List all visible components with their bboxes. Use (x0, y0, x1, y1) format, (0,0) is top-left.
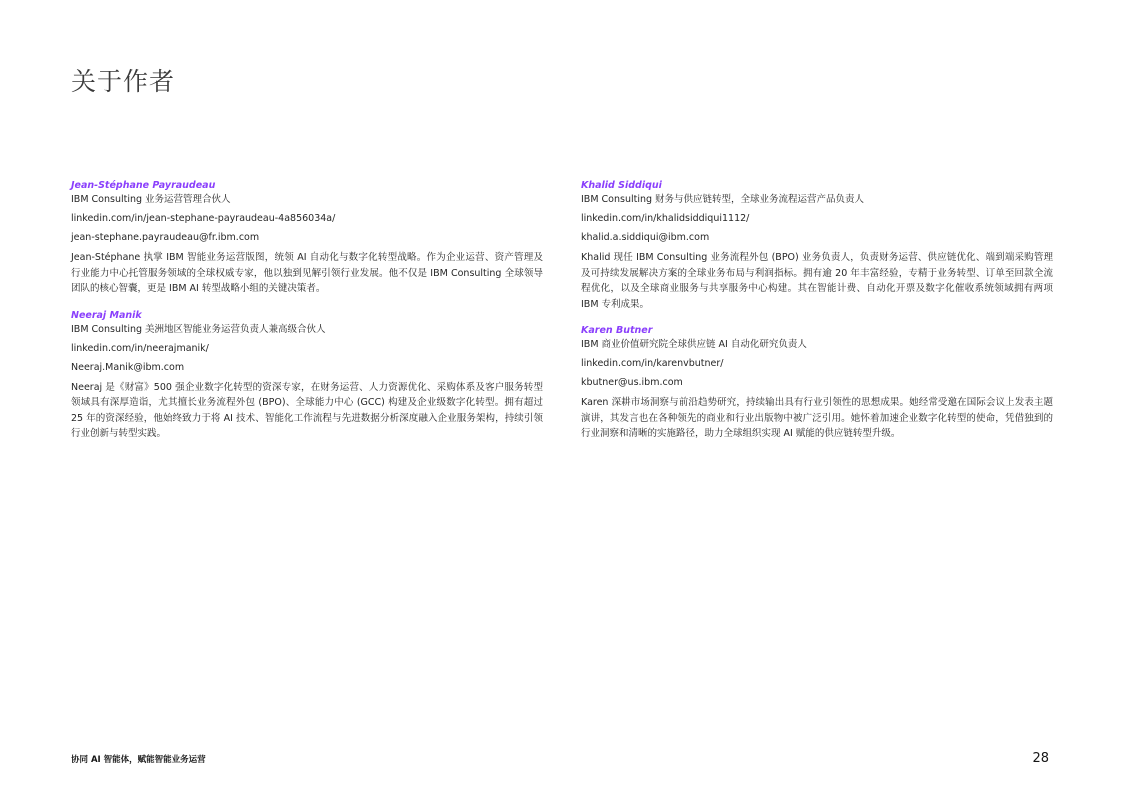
author-card (581, 179, 1053, 312)
author-email-link[interactable]: Neeraj.Manik@ibm.com (71, 361, 185, 373)
author-column-right (581, 179, 1053, 454)
author-linkedin-link[interactable]: linkedin.com/in/jean-stephane-payraudeau-4a856034a/ (71, 213, 336, 224)
author-name: Neeraj Manik (71, 309, 142, 321)
author-linkedin-link[interactable]: linkedin.com/in/khalidsiddiqui1112/ (581, 213, 750, 224)
author-role: IBM Consulting 财务与供应链转型，全球业务流程运营产品负责人 (581, 194, 865, 205)
author-bio: Karen 深耕市场洞察与前沿趋势研究，持续输出具有行业引领性的思想成果。她经常受邀在国际会议上发表主题演讲，其发言也在各种领先的商业和行业出版物中被广泛引用。她怀着加速企业数字化转型的使命，凭借独到的行业洞察和清晰的实施路径，助力全球组织实现 AI 赋能的供应链转型升级。 (581, 397, 1053, 439)
author-column-left (71, 179, 543, 454)
author-card (71, 179, 543, 297)
author-linkedin-link[interactable]: linkedin.com/in/karenvbutner/ (581, 358, 724, 369)
author-name: Jean-Stéphane Payraudeau (71, 180, 216, 191)
author-card (581, 324, 1053, 442)
author-role: IBM Consulting 美洲地区智能业务运营负责人兼高级合伙人 (71, 323, 326, 335)
author-name: Karen Butner (581, 325, 653, 336)
author-bio: Neeraj 是《财富》500 强企业数字化转型的资深专家，在财务运营、人力资源优化、采购体系及客户服务转型领域具有深厚造诣，尤其擅长业务流程外包 (BPO)、全球能力中心 (GCC) 构建及企业级数字化转型。拥有超过 25 年的资深经验，他始终致力于将 AI 技术、智能化工作流程与先进数据分析深度融入企业服务架构，持续引领行业创新与转型实践。 (71, 381, 543, 439)
author-name: Khalid Siddiqui (581, 180, 662, 191)
footer-doc-title: 协同 AI 智能体，赋能智能业务运营 (71, 755, 206, 765)
page-number: 28 (1032, 751, 1049, 766)
author-email-link[interactable]: jean-stephane.payraudeau@fr.ibm.com (71, 232, 260, 243)
author-role: IBM 商业价值研究院全球供应链 AI 自动化研究负责人 (581, 339, 807, 350)
author-role: IBM Consulting 业务运营管理合伙人 (71, 194, 231, 205)
author-card (71, 309, 543, 442)
author-email-link[interactable]: khalid.a.siddiqui@ibm.com (581, 232, 710, 243)
author-bio: Khalid 现任 IBM Consulting 业务流程外包 (BPO) 业务负责人，负责财务运营、供应链优化、端到端采购管理及可持续发展解决方案的全球业务布局与利润指标。拥有逾 20 年丰富经验，专精于业务转型、订单至回款全流程优化，以及全球商业服务与共享服务中心构建。其在智能计费、自动化开票及数字化催收系统领域拥有两项 IBM 专利成果。 (581, 252, 1053, 310)
author-bio: Jean-Stéphane 执掌 IBM 智能业务运营版图，统领 AI 自动化与数字化转型战略。作为企业运营、资产管理及行业能力中心托管服务领域的全球权威专家，他以独到见解引领行业发展。他不仅是 IBM Consulting 全球领导团队的核心智囊，更是 IBM AI 转型战略小组的关键决策者。 (71, 252, 543, 294)
page-title: 关于作者 (71, 67, 176, 96)
author-email-link[interactable]: kbutner@us.ibm.com (581, 377, 683, 388)
author-linkedin-link[interactable]: linkedin.com/in/neerajmanik/ (71, 342, 209, 354)
